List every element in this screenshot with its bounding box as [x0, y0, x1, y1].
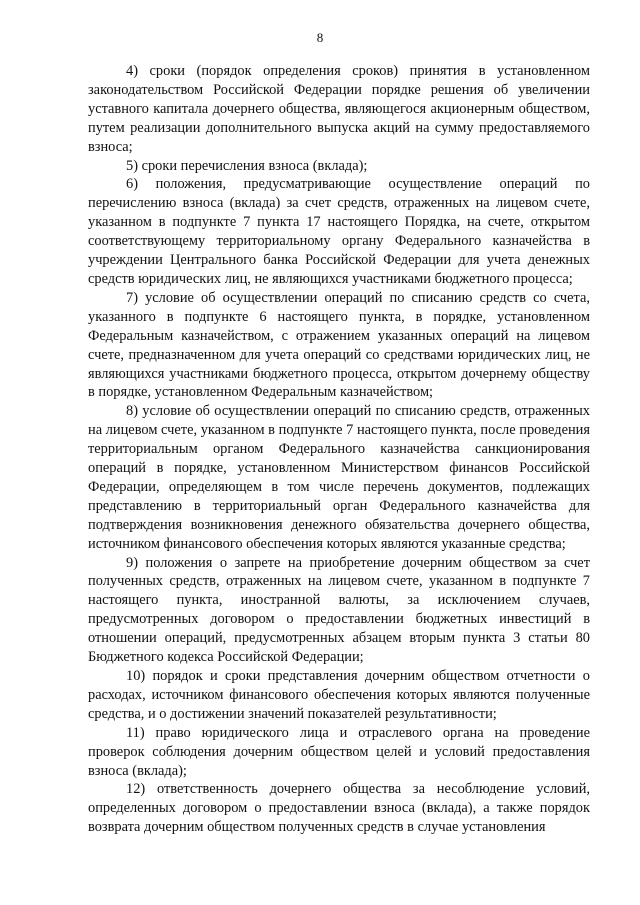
paragraph-item-6: 6) положения, предусматривающие осуществление операций по перечислению взноса (вклада) за счет средств, отраженных на лицевом счете, указанном в подпункте 7 пункта 17 настоящего Порядка, на счете, открытом соответствующему территориальному органу Федерального казначейства в учреждении Центрального банка Российской Федерации для учета денежных средств юридических лиц, не являющихся участниками бюджетного процесса;	[88, 176, 590, 287]
document-body	[88, 62, 590, 837]
paragraph-item-9: 9) положения о запрете на приобретение дочерним обществом за счет полученных средств, отраженных на лицевом счете, указанном в подпункте 7 настоящего пункта, иностранной валюты, за исключением случаев, предусмотренных договором о предоставлении бюджетных инвестиций в отношении операций, предусмотренных абзацем вторым пункта 3 статьи 80 Бюджетного кодекса Российской Федерации;	[88, 554, 590, 666]
paragraph-item-5: 5) сроки перечисления взноса (вклада);	[126, 157, 368, 174]
paragraph-item-11: 11) право юридического лица и отраслевого органа на проведение проверок соблюдения дочерним обществом целей и условий предоставления взноса (вклада);	[88, 724, 590, 779]
paragraph-item-10: 10) порядок и сроки представления дочерним обществом отчетности о расходах, источником финансового обеспечения которых являются полученные средства, и о достижении значений показателей результативности;	[88, 668, 590, 722]
paragraph-item-7: 7) условие об осуществлении операций по списанию средств со счета, указанного в подпункте 6 настоящего пункта, в порядке, установленном Федеральным казначейством, с отражением указанных операций на лицевом счете, предназначенном для учета операций со средствами юридических лиц, не являющихся участниками бюджетного процесса, открытом дочернему обществу в порядке, установленном Федеральным казначейством;	[88, 289, 590, 401]
page-number: 8	[316, 30, 324, 45]
paragraph-item-8: 8) условие об осуществлении операций по списанию средств, отраженных на лицевом счете, указанном в подпункте 7 настоящего пункта, после проведения территориальным органом Федерального казначейства санкционирования операций в порядке, установленном Министерством финансов Российской Федерации, определяющем в том числе перечень документов, подлежащих представлению в территориальный орган Федерального казначейства для подтверждения возникновения денежного обязательства дочернего общества, источником финансового обеспечения которых являются указанные средства;	[88, 403, 590, 552]
paragraph-item-12: 12) ответственность дочернего общества за несоблюдение условий, определенных договором о предоставлении взноса (вклада), а также порядок возврата дочерним обществом полученных средств в случае установления	[88, 781, 590, 836]
paragraph-item-4: 4) сроки (порядок определения сроков) принятия в установленном законодательством Российской Федерации порядке решения об увеличении уставного капитала дочернего общества, являющегося акционерным обществом, путем реализации дополнительного выпуска акций на сумму предоставляемого взноса;	[88, 63, 590, 155]
